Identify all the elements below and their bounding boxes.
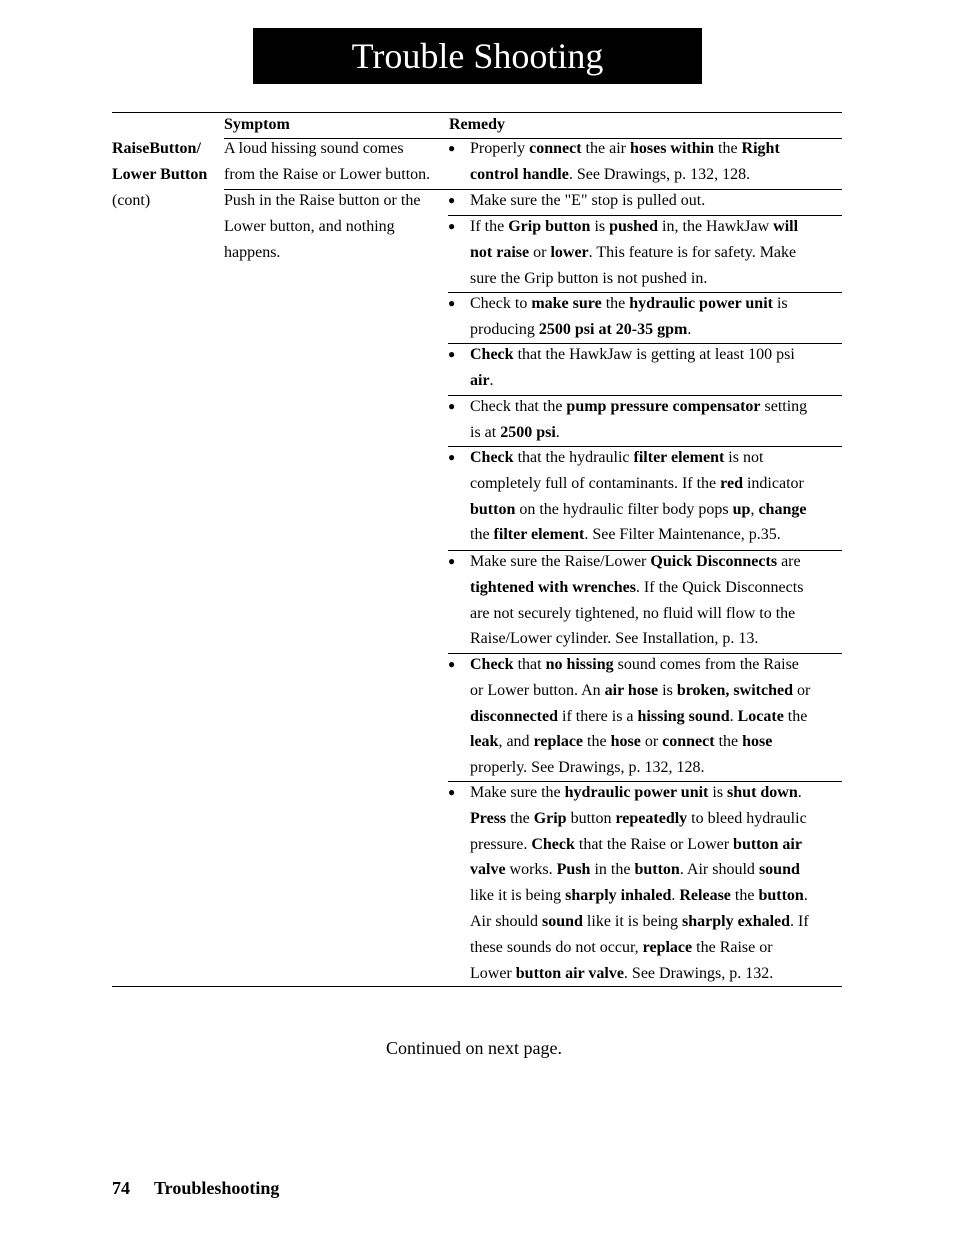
- text-run: the: [714, 140, 742, 157]
- bold-run: Right: [741, 140, 780, 157]
- bold-run: button: [758, 887, 804, 905]
- text-run: or Lower button. An: [470, 681, 605, 699]
- bold-run: Check: [470, 656, 514, 673]
- text-run: the air: [581, 140, 630, 157]
- text-run: these sounds do not occur,: [470, 938, 643, 956]
- text-run: Check to: [470, 295, 532, 312]
- bold-run: replace: [642, 938, 693, 956]
- text-run: are not securely tightened, no fluid will flow to the: [470, 604, 796, 622]
- bullet-icon: ●: [448, 141, 456, 155]
- remedy-line: [470, 188, 705, 214]
- remedy-line: [470, 368, 795, 394]
- bold-run: button air: [733, 835, 802, 853]
- bold-run: replace: [533, 733, 584, 751]
- symptom-1-line-1: A loud hissing sound comes: [224, 140, 404, 157]
- bold-run: hose: [610, 733, 641, 751]
- remedy-line: [470, 445, 806, 471]
- text-run: or: [640, 733, 663, 751]
- remedy-line: [470, 240, 798, 266]
- header-symptom: Symptom: [224, 116, 290, 133]
- remedy-line: [470, 909, 809, 935]
- remedy-text: [470, 291, 788, 343]
- footer-section: Troubleshooting: [154, 1178, 280, 1198]
- bold-run: pump pressure compensator: [566, 398, 761, 415]
- remedy-line: [470, 136, 780, 162]
- text-run: in, the HawkJaw: [658, 218, 774, 235]
- bold-run: hydraulic power unit: [629, 295, 773, 312]
- remedy-text: [470, 445, 806, 548]
- remedy-text: [470, 549, 803, 652]
- remedy-line: [470, 394, 807, 420]
- text-run: Make sure the: [470, 784, 565, 801]
- bold-run: change: [758, 500, 807, 518]
- page-title-banner: [253, 28, 702, 84]
- text-run: the: [506, 809, 534, 827]
- text-run: in the: [590, 861, 635, 879]
- page-footer: [112, 1177, 279, 1199]
- text-run: is at: [470, 423, 501, 441]
- bold-run: button: [470, 500, 516, 518]
- bold-run: connect: [662, 733, 715, 751]
- bold-run: no hissing: [545, 656, 614, 673]
- bold-run: hissing sound: [637, 707, 730, 725]
- bold-run: sound: [758, 861, 800, 879]
- remedy-line: [470, 626, 803, 652]
- text-run: . Air should: [679, 861, 759, 879]
- text-run: if there is a: [558, 707, 638, 725]
- text-run: is: [658, 681, 677, 699]
- remedy-line: [470, 780, 809, 806]
- bold-run: 2500 psi at 20-35 gpm: [538, 320, 688, 338]
- text-run: properly. See Drawings, p. 132, 128.: [470, 759, 705, 777]
- text-run: button: [566, 809, 616, 827]
- bullet-icon: ●: [448, 399, 456, 413]
- bold-run: pushed: [609, 218, 659, 235]
- bold-run: Quick Disconnects: [650, 553, 778, 570]
- bold-run: Check: [531, 835, 575, 853]
- remedy-line: [470, 652, 810, 678]
- text-run: completely full of contaminants. If the: [470, 474, 721, 492]
- remedy-line: [470, 935, 809, 961]
- remedy-line: [470, 704, 810, 730]
- text-run: producing: [470, 320, 539, 338]
- bold-run: valve: [470, 861, 506, 879]
- bold-run: sharply exhaled: [682, 912, 791, 930]
- remedy-line: [470, 522, 806, 548]
- page-title: Trouble Shooting: [351, 36, 604, 76]
- bold-run: air: [470, 371, 490, 389]
- text-run: the: [714, 733, 743, 751]
- text-run: is: [708, 784, 728, 801]
- bullet-icon: ●: [448, 657, 456, 671]
- symptom-2-line-3: happens.: [224, 244, 281, 261]
- text-run: is: [772, 295, 788, 312]
- bold-run: up: [732, 500, 751, 518]
- remedy-line: [470, 806, 809, 832]
- text-run: or: [529, 243, 551, 261]
- bold-run: Press: [470, 809, 507, 827]
- bold-run: hose: [742, 733, 773, 751]
- text-run: like it is being: [582, 912, 683, 930]
- text-run: like it is being: [470, 887, 566, 905]
- bullet-icon: ●: [448, 785, 456, 799]
- bullet-icon: ●: [448, 347, 456, 361]
- header-remedy: Remedy: [449, 116, 505, 133]
- text-run: works.: [505, 861, 557, 879]
- text-run: that: [513, 656, 546, 673]
- remedy-line: [470, 678, 810, 704]
- text-run: the: [470, 526, 494, 544]
- bold-run: connect: [529, 140, 582, 157]
- text-run: .: [803, 887, 808, 905]
- table-bottom-rule: [112, 986, 842, 987]
- text-run: ,: [750, 500, 759, 518]
- bold-run: will: [773, 218, 799, 235]
- remedy-line: [470, 420, 807, 446]
- remedy-text: [470, 652, 810, 781]
- remedy-text: [470, 188, 705, 214]
- remedy-text: [470, 136, 780, 188]
- text-run: Air should: [470, 912, 542, 930]
- text-run: the Raise or: [692, 938, 773, 956]
- text-run: . This feature is for safety. Make: [588, 243, 797, 261]
- bold-run: button: [634, 861, 680, 879]
- bold-run: broken, switched: [676, 681, 793, 699]
- remedy-text: [470, 780, 809, 986]
- continued-note: Continued on next page.: [386, 1038, 562, 1058]
- bold-run: air hose: [604, 681, 659, 699]
- text-run: on the hydraulic filter body pops: [515, 500, 733, 518]
- remedy-line: [470, 342, 795, 368]
- bullet-icon: ●: [448, 554, 456, 568]
- bold-run: disconnected: [470, 707, 558, 725]
- remedy-line: [470, 729, 810, 755]
- remedy-line: [470, 575, 803, 601]
- text-run: that the HawkJaw is getting at least 100 psi: [513, 346, 795, 363]
- problem-line-2: Lower Button: [112, 166, 208, 183]
- remedy-line: [470, 214, 798, 240]
- text-run: are: [777, 553, 801, 570]
- text-run: the: [783, 707, 808, 725]
- text-run: .: [671, 887, 680, 905]
- text-run: . If the Quick Disconnects: [635, 578, 804, 596]
- remedy-line: [470, 291, 788, 317]
- bold-run: button air valve: [515, 964, 624, 982]
- bullet-icon: ●: [448, 296, 456, 310]
- remedy-text: [470, 214, 798, 291]
- text-run: sound comes from the Raise: [613, 656, 799, 673]
- symptom-1-line-2: from the Raise or Lower button.: [224, 166, 431, 183]
- symptom-2-line-2: Lower button, and nothing: [224, 218, 395, 235]
- bold-run: 2500 psi: [500, 423, 556, 441]
- remedy-line: [470, 857, 809, 883]
- bullet-icon: ●: [448, 193, 456, 207]
- bullet-icon: ●: [448, 219, 456, 233]
- text-run: If the: [470, 218, 509, 235]
- text-run: . See Drawings, p. 132.: [623, 964, 774, 982]
- problem-line-1: RaiseButton/: [112, 140, 201, 157]
- bold-run: hydraulic power unit: [564, 784, 709, 801]
- text-run: .: [797, 784, 802, 801]
- text-run: .: [687, 320, 692, 338]
- text-run: that the hydraulic: [513, 449, 634, 466]
- remedy-line: [470, 549, 803, 575]
- text-run: .: [489, 371, 494, 389]
- bold-run: Check: [470, 449, 514, 466]
- remedy-line: [470, 266, 798, 292]
- table-top-rule: [112, 112, 842, 113]
- remedy-line: [470, 755, 810, 781]
- remedy-line: [470, 317, 788, 343]
- text-run: setting: [760, 398, 808, 415]
- bold-run: sharply inhaled: [565, 887, 672, 905]
- text-run: . See Filter Maintenance, p.35.: [584, 526, 781, 544]
- text-run: .: [555, 423, 560, 441]
- text-run: that the Raise or Lower: [574, 835, 734, 853]
- bold-run: Locate: [737, 707, 784, 725]
- text-run: Make sure the Raise/Lower: [470, 553, 651, 570]
- bold-run: shut down: [727, 784, 798, 801]
- bold-run: not raise: [470, 243, 530, 261]
- text-run: Make sure the "E" stop is pulled out.: [470, 192, 706, 209]
- text-run: Properly: [470, 140, 530, 157]
- bullet-icon: ●: [448, 450, 456, 464]
- text-run: , and: [498, 733, 534, 751]
- bold-run: leak: [470, 733, 499, 751]
- bold-run: Push: [556, 861, 591, 879]
- text-run: the: [583, 733, 611, 751]
- remedy-line: [470, 832, 809, 858]
- text-run: to bleed hydraulic: [687, 809, 807, 827]
- remedy-text: [470, 342, 795, 394]
- text-run: pressure.: [470, 835, 532, 853]
- remedy-line: [470, 601, 803, 627]
- bold-run: repeatedly: [615, 809, 688, 827]
- remedy-line: [470, 497, 806, 523]
- text-run: .: [729, 707, 738, 725]
- bold-run: filter element: [493, 526, 585, 544]
- remedy-line: [470, 162, 780, 188]
- bold-run: Grip: [533, 809, 567, 827]
- text-run: . See Drawings, p. 132, 128.: [568, 165, 751, 183]
- remedy-line: [470, 883, 809, 909]
- text-run: Check that the: [470, 398, 567, 415]
- bold-run: sound: [542, 912, 583, 930]
- bold-run: make sure: [531, 295, 602, 312]
- text-run: is: [590, 218, 610, 235]
- bold-run: red: [720, 474, 743, 492]
- remedy-text: [470, 394, 807, 446]
- text-run: sure the Grip button is not pushed in.: [470, 269, 708, 287]
- bold-run: lower: [550, 243, 589, 261]
- page-number: 74: [112, 1178, 130, 1198]
- bold-run: tightened with wrenches: [470, 578, 636, 596]
- text-run: or: [792, 681, 811, 699]
- text-run: the: [730, 887, 759, 905]
- text-run: is not: [724, 449, 764, 466]
- remedy-line: [470, 961, 809, 987]
- text-run: Raise/Lower cylinder. See Installation, p. 13.: [470, 630, 759, 648]
- text-run: Lower: [470, 964, 516, 982]
- text-run: indicator: [742, 474, 804, 492]
- bold-run: Check: [470, 346, 514, 363]
- remedy-line: [470, 471, 806, 497]
- bold-run: filter element: [633, 449, 725, 466]
- text-run: the: [601, 295, 630, 312]
- text-run: . If: [790, 912, 809, 930]
- symptom-2-line-1: Push in the Raise button or the: [224, 192, 421, 209]
- bold-run: hoses within: [629, 140, 714, 157]
- problem-line-3: (cont): [112, 192, 151, 209]
- bold-run: control handle: [470, 165, 569, 183]
- bold-run: Release: [679, 887, 731, 905]
- bold-run: Grip button: [508, 218, 591, 235]
